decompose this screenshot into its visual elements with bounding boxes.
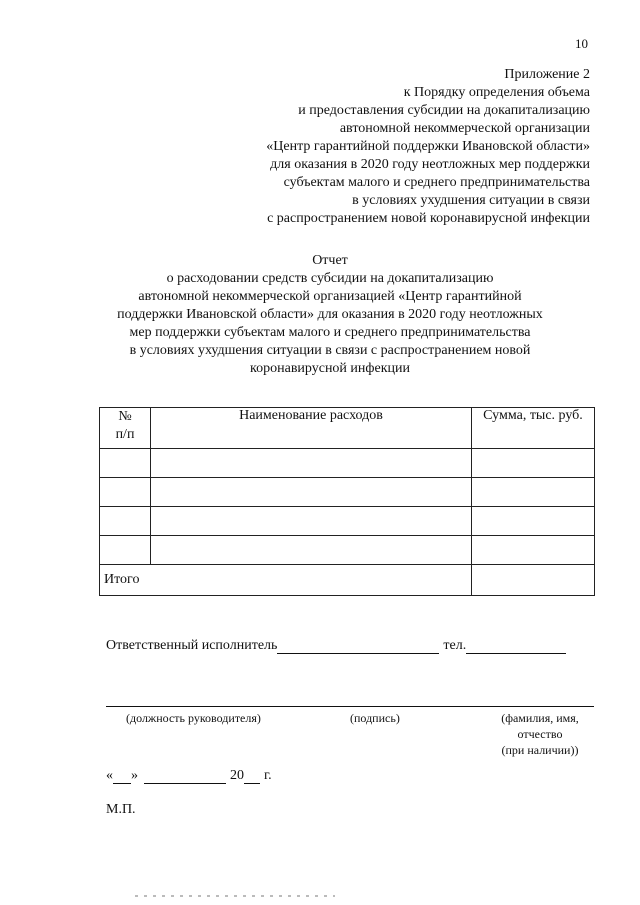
caption-full-name — [480, 710, 600, 758]
cell-amount[interactable] — [472, 449, 595, 478]
header-number-symbol: № — [118, 409, 132, 424]
page-number: 10 — [575, 36, 588, 51]
report-line: мер поддержки субъектам малого и среднего предпринимательства — [129, 325, 531, 340]
table-row — [100, 536, 595, 565]
appendix-line: Приложение 2 — [504, 67, 590, 82]
appendix-line: к Порядку определения объема — [403, 85, 590, 100]
seal-label: М.П. — [106, 802, 136, 817]
table-row — [100, 507, 595, 536]
caption-position: (должность руководителя) — [126, 711, 261, 725]
table-row — [100, 449, 595, 478]
cell-amount[interactable] — [472, 507, 595, 536]
cell-amount[interactable] — [472, 536, 595, 565]
appendix-line: для оказания в 2020 году неотложных мер поддержки — [270, 157, 590, 172]
phone-field[interactable] — [466, 638, 566, 654]
appendix-line: в условиях ухудшения ситуации в связи — [352, 193, 590, 208]
cell-number[interactable] — [100, 536, 151, 565]
cell-number[interactable] — [100, 449, 151, 478]
responsible-executor-line — [106, 638, 596, 654]
date-month-field[interactable] — [144, 768, 226, 784]
table-header-row — [100, 408, 595, 449]
appendix-line: с распространением новой коронавирусной инфекции — [267, 211, 590, 226]
report-line: в условиях ухудшения ситуации в связи с распространением новой — [129, 343, 531, 358]
appendix-line: «Центр гарантийной поддержки Ивановской области» — [266, 139, 590, 154]
total-amount-cell[interactable] — [472, 565, 595, 596]
table-row — [100, 478, 595, 507]
phone-label: тел. — [443, 638, 467, 653]
header-number — [100, 408, 151, 449]
report-line: о расходовании средств субсидии на докапитализацию — [166, 271, 494, 286]
cell-expense-name[interactable] — [151, 507, 472, 536]
report-line: автономной некоммерческой организацией «Центр гарантийной — [138, 289, 522, 304]
caption-fio-line: (при наличии)) — [501, 743, 579, 757]
header-expense-name: Наименование расходов — [151, 408, 472, 449]
date-year-suffix: г. — [264, 768, 272, 783]
report-line: поддержки Ивановской области» для оказания в 2020 году неотложных — [117, 307, 543, 322]
header-amount: Сумма, тыс. руб. — [472, 408, 595, 449]
caption-fio-line: отчество — [517, 727, 563, 741]
date-year-prefix: 20 — [230, 768, 244, 783]
cell-expense-name[interactable] — [151, 536, 472, 565]
cell-expense-name[interactable] — [151, 449, 472, 478]
caption-fio-line: (фамилия, имя, — [501, 711, 579, 725]
report-line: коронавирусной инфекции — [250, 361, 410, 376]
header-number-pp: п/п — [115, 427, 135, 442]
cell-amount[interactable] — [472, 478, 595, 507]
scan-artifact — [135, 895, 335, 897]
responsible-label: Ответственный исполнитель — [106, 638, 278, 653]
report-title — [80, 252, 580, 378]
date-day-field[interactable] — [113, 768, 131, 784]
cell-number[interactable] — [100, 478, 151, 507]
signature-line[interactable] — [106, 706, 594, 707]
date-close-quote: » — [131, 768, 138, 783]
appendix-block — [170, 66, 590, 228]
responsible-name-field[interactable] — [277, 638, 439, 654]
table-total-row — [100, 565, 595, 596]
cell-expense-name[interactable] — [151, 478, 472, 507]
appendix-line: автономной некоммерческой организации — [339, 121, 590, 136]
expenses-table — [99, 407, 595, 596]
cell-number[interactable] — [100, 507, 151, 536]
total-label: Итого — [100, 565, 472, 596]
date-year-field[interactable] — [244, 768, 260, 784]
date-line — [106, 768, 272, 784]
report-heading: Отчет — [312, 253, 348, 268]
date-open-quote: « — [106, 768, 113, 783]
appendix-line: субъектам малого и среднего предпринимательства — [283, 175, 590, 190]
appendix-line: и предоставления субсидии на докапитализацию — [298, 103, 590, 118]
caption-signature: (подпись) — [350, 711, 400, 725]
